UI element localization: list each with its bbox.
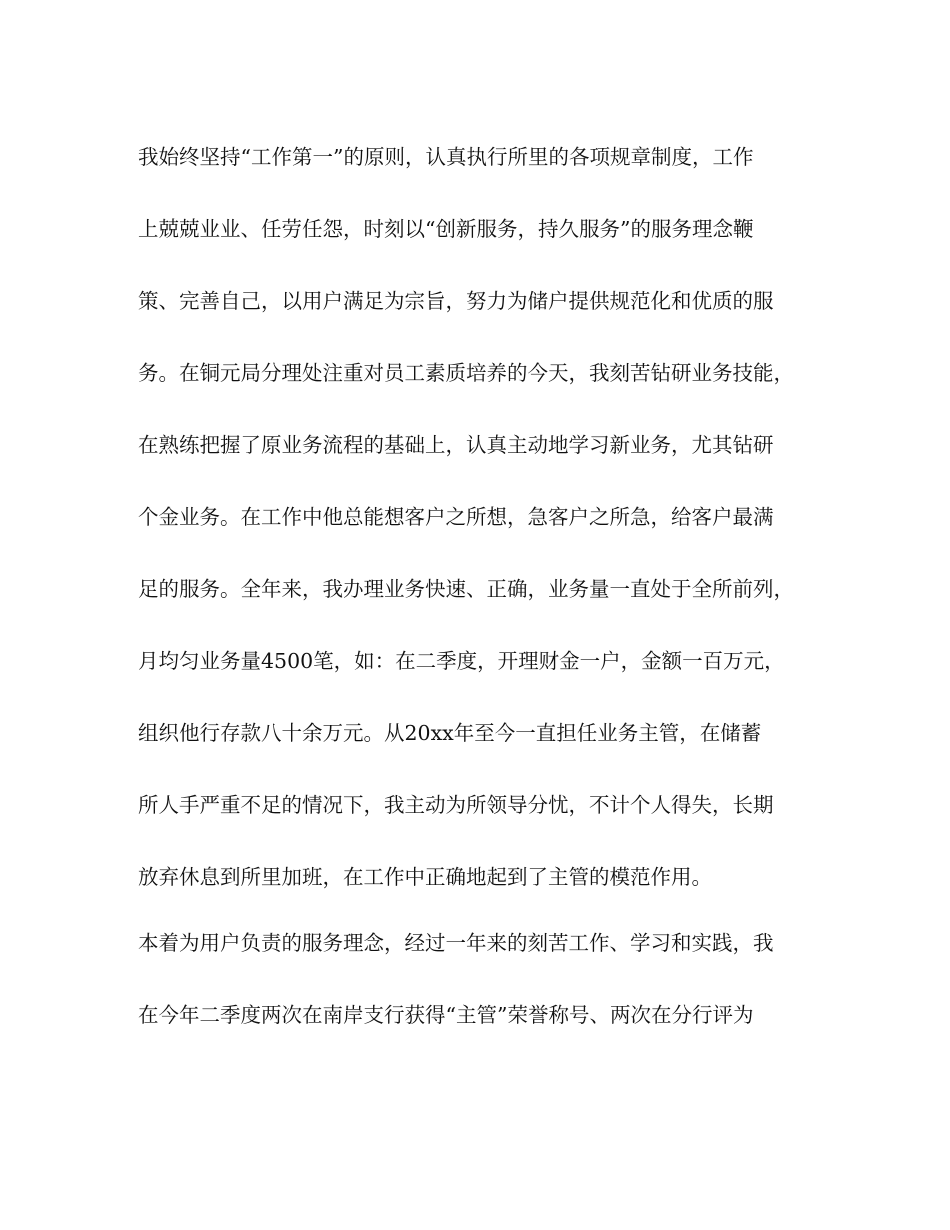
text-line: 我始终坚持“工作第一”的原则，认真执行所里的各项规章制度，工作 (138, 145, 754, 169)
text-line: 个金业务。在工作中他总能想客户之所想，急客户之所急，给客户最满 (138, 505, 774, 529)
text-line: 务。在铜元局分理处注重对员工素质培养的今天，我刻苦钻研业务技能， (138, 361, 794, 385)
text-line: 在熟练把握了原业务流程的基础上，认真主动地学习新业务，尤其钻研 (138, 433, 774, 457)
text-line: 放弃休息到所里加班，在工作中正确地起到了主管的模范作用。 (138, 865, 712, 889)
text-line: 策、完善自己，以用户满足为宗旨，努力为储户提供规范化和优质的服 (138, 289, 774, 313)
text-line: 上兢兢业业、任劳任怨，时刻以“创新服务，持久服务”的服务理念鞭 (138, 217, 754, 241)
text-line: 月均匀业务量4500笔，如：在二季度，开理财金一户，金额一百万元， (138, 649, 785, 673)
text-line: 组织他行存款八十余万元。从20xx年至今一直担任业务主管，在储蓄 (138, 721, 762, 745)
text-line: 足的服务。全年来，我办理业务快速、正确，业务量一直处于全所前列， (138, 577, 794, 601)
text-line: 本着为用户负责的服务理念，经过一年来的刻苦工作、学习和实践，我 (138, 931, 774, 955)
text-line: 在今年二季度两次在南岸支行获得“主管”荣誉称号、两次在分行评为 (138, 1003, 754, 1027)
text-line: 所人手严重不足的情况下，我主动为所领导分忧，不计个人得失，长期 (138, 793, 774, 817)
